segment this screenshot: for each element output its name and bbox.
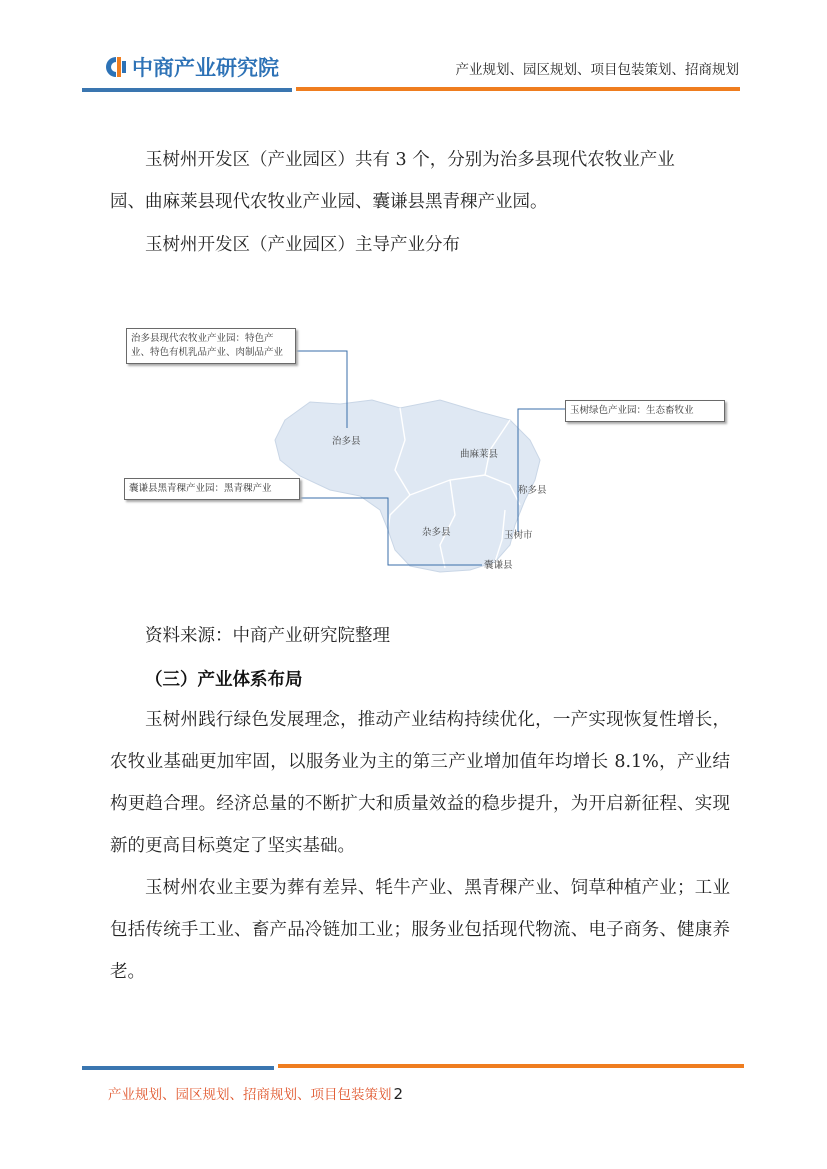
section-heading: （三）产业体系布局 (145, 670, 303, 690)
zhongshang-logo-icon (104, 55, 128, 79)
header-rule-blue (82, 88, 292, 92)
nangqian-callout: 囊谦县黑青稞产业园：黑青稞产业 (124, 478, 300, 500)
footer (108, 1083, 403, 1103)
footer-text: 产业规划、园区规划、招商规划、项目包装策划 (108, 1087, 392, 1103)
label-chengduo: 称多县 (518, 485, 547, 496)
footer-rule-orange (278, 1064, 744, 1068)
header-logo (104, 52, 279, 82)
logo-text: 中商产业研究院 (132, 56, 279, 80)
label-nangqian: 囊谦县 (484, 560, 513, 571)
source-note: 资料来源：中商产业研究院整理 (145, 626, 390, 646)
paragraph-industry-composition: 玉树州农业主要为葬有差异、牦牛产业、黑青稞产业、饲草种植产业；工业包括传统手工业、畜产品冷链加工业；服务业包括现代物流、电子商务、健康养老。 (110, 878, 730, 982)
para1-line1: 玉树州开发区（产业园区）共有 3 个，分别为治多县现代农牧业产业 (145, 150, 675, 170)
label-qumalai: 曲麻莱县 (460, 449, 499, 460)
paragraph-industry-structure: 玉树州践行绿色发展理念，推动产业结构持续优化，一产实现恢复性增长，农牧业基础更加牢固，以服务业为主的第三产业增加值年均增长 8.1%，产业结构更趋合理。经济总量的不断扩大和质量效益的稳步提升，为开启新征程、实现新的更高目标奠定了坚实基础。 (110, 710, 730, 856)
label-zhiduo: 治多县 (332, 436, 361, 447)
footer-rule-blue (82, 1066, 274, 1070)
label-zaduo: 杂多县 (422, 527, 451, 538)
label-yushu: 玉树市 (504, 530, 533, 541)
yushu-callout: 玉树绿色产业园：生态畜牧业 (565, 400, 725, 422)
header-rule-orange (296, 87, 740, 91)
industry-distribution-map (110, 300, 750, 600)
zhiduo-callout: 治多县现代农牧业产业园：特色产业、特色有机乳品产业、肉制品产业 (126, 328, 296, 364)
header-tagline: 产业规划、园区规划、项目包装策划、招商规划 (455, 62, 739, 78)
page-number: 2 (393, 1085, 404, 1103)
para1-line2: 园、曲麻莱县现代农牧业产业园、囊谦县黑青稞产业园。 (110, 192, 548, 212)
map-caption: 玉树州开发区（产业园区）主导产业分布 (145, 235, 460, 255)
